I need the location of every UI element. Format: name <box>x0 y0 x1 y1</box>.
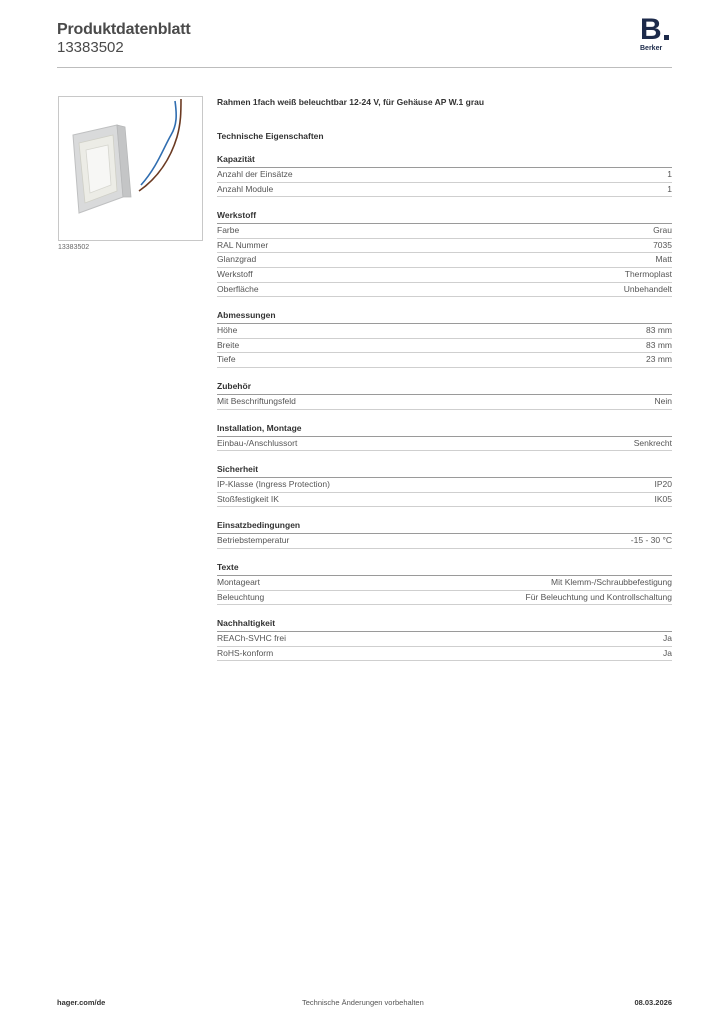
property-label: Mit Beschriftungsfeld <box>217 395 296 406</box>
property-label: Beleuchtung <box>217 591 265 602</box>
property-label: Stoßfestigkeit IK <box>217 493 279 504</box>
property-row <box>217 339 672 354</box>
property-section <box>217 381 672 410</box>
page-title: Produktdatenblatt <box>57 21 191 38</box>
property-value: 23 mm <box>646 354 672 365</box>
property-value: Mit Klemm-/Schraubbefestigung <box>551 576 672 587</box>
property-row <box>217 183 672 198</box>
section-heading: Technische Eigenschaften <box>217 131 324 141</box>
property-value: 7035 <box>653 239 672 250</box>
berker-logo <box>640 13 674 56</box>
property-value: Senkrecht <box>633 437 672 448</box>
property-row <box>217 353 672 368</box>
property-label: Montageart <box>217 576 260 587</box>
product-image <box>58 96 203 241</box>
property-value: 1 <box>667 183 672 194</box>
property-value: -15 - 30 °C <box>630 535 672 546</box>
property-value: 83 mm <box>646 339 672 350</box>
property-value: Nein <box>654 395 672 406</box>
property-section <box>217 464 672 507</box>
property-sections <box>217 154 672 661</box>
property-label: RoHS-konform <box>217 647 274 658</box>
property-row <box>217 576 672 591</box>
property-label: Werkstoff <box>217 268 253 279</box>
property-row <box>217 239 672 254</box>
property-section <box>217 154 672 197</box>
section-title: Installation, Montage <box>217 423 672 437</box>
property-row <box>217 268 672 283</box>
property-value: Matt <box>655 254 672 265</box>
logo-dot <box>664 35 669 40</box>
property-section <box>217 520 672 549</box>
section-title: Einsatzbedingungen <box>217 520 672 534</box>
footer-date: 08.03.2026 <box>634 998 672 1007</box>
property-row <box>217 478 672 493</box>
section-title: Zubehör <box>217 381 672 395</box>
datasheet-content <box>217 96 672 661</box>
property-label: REACh-SVHC frei <box>217 633 286 644</box>
property-section <box>217 310 672 368</box>
property-value: IP20 <box>654 479 672 490</box>
property-value: Ja <box>663 647 672 658</box>
property-section <box>217 210 672 297</box>
property-row <box>217 647 672 662</box>
property-value: Grau <box>653 225 672 236</box>
property-label: Tiefe <box>217 354 236 365</box>
property-label: IP-Klasse (Ingress Protection) <box>217 479 330 490</box>
property-row <box>217 168 672 183</box>
logo-name: Berker <box>640 45 663 52</box>
property-row <box>217 437 672 452</box>
property-row <box>217 224 672 239</box>
property-row <box>217 283 672 298</box>
product-number: 13383502 <box>57 39 124 56</box>
property-section <box>217 618 672 661</box>
property-section <box>217 423 672 452</box>
header-divider <box>57 67 672 68</box>
property-row <box>217 591 672 606</box>
logo-letter: B <box>640 13 662 46</box>
property-label: Einbau-/Anschlussort <box>217 437 298 448</box>
property-row <box>217 253 672 268</box>
property-value: Unbehandelt <box>623 283 672 294</box>
property-label: Höhe <box>217 325 238 336</box>
property-row <box>217 324 672 339</box>
property-label: Glanzgrad <box>217 254 257 265</box>
property-value: Ja <box>663 633 672 644</box>
property-label: Anzahl Module <box>217 183 274 194</box>
footer-note: Technische Änderungen vorbehalten <box>302 998 424 1007</box>
section-title: Nachhaltigkeit <box>217 618 672 632</box>
section-title: Kapazität <box>217 154 672 168</box>
section-title: Texte <box>217 562 672 576</box>
property-label: Breite <box>217 339 240 350</box>
property-section <box>217 562 672 605</box>
frame-illustration <box>59 97 202 240</box>
property-label: Oberfläche <box>217 283 259 294</box>
property-value: IK05 <box>654 493 672 504</box>
property-row <box>217 632 672 647</box>
section-title: Werkstoff <box>217 210 672 224</box>
property-value: 83 mm <box>646 325 672 336</box>
property-label: Farbe <box>217 225 240 236</box>
property-label: Anzahl der Einsätze <box>217 169 293 179</box>
section-title: Abmessungen <box>217 310 672 324</box>
image-caption: 13383502 <box>58 244 90 251</box>
property-value: Für Beleuchtung und Kontrollschaltung <box>525 591 672 602</box>
property-row <box>217 534 672 549</box>
product-title: Rahmen 1fach weiß beleuchtbar 12-24 V, für Gehäuse AP W.1 grau <box>217 97 485 107</box>
section-title: Sicherheit <box>217 464 672 478</box>
property-value: Thermoplast <box>624 268 672 279</box>
property-label: RAL Nummer <box>217 239 269 250</box>
footer-website: hager.com/de <box>57 998 106 1007</box>
property-row <box>217 395 672 410</box>
property-label: Betriebstemperatur <box>217 535 290 546</box>
property-row <box>217 493 672 508</box>
property-value: 1 <box>667 169 672 179</box>
